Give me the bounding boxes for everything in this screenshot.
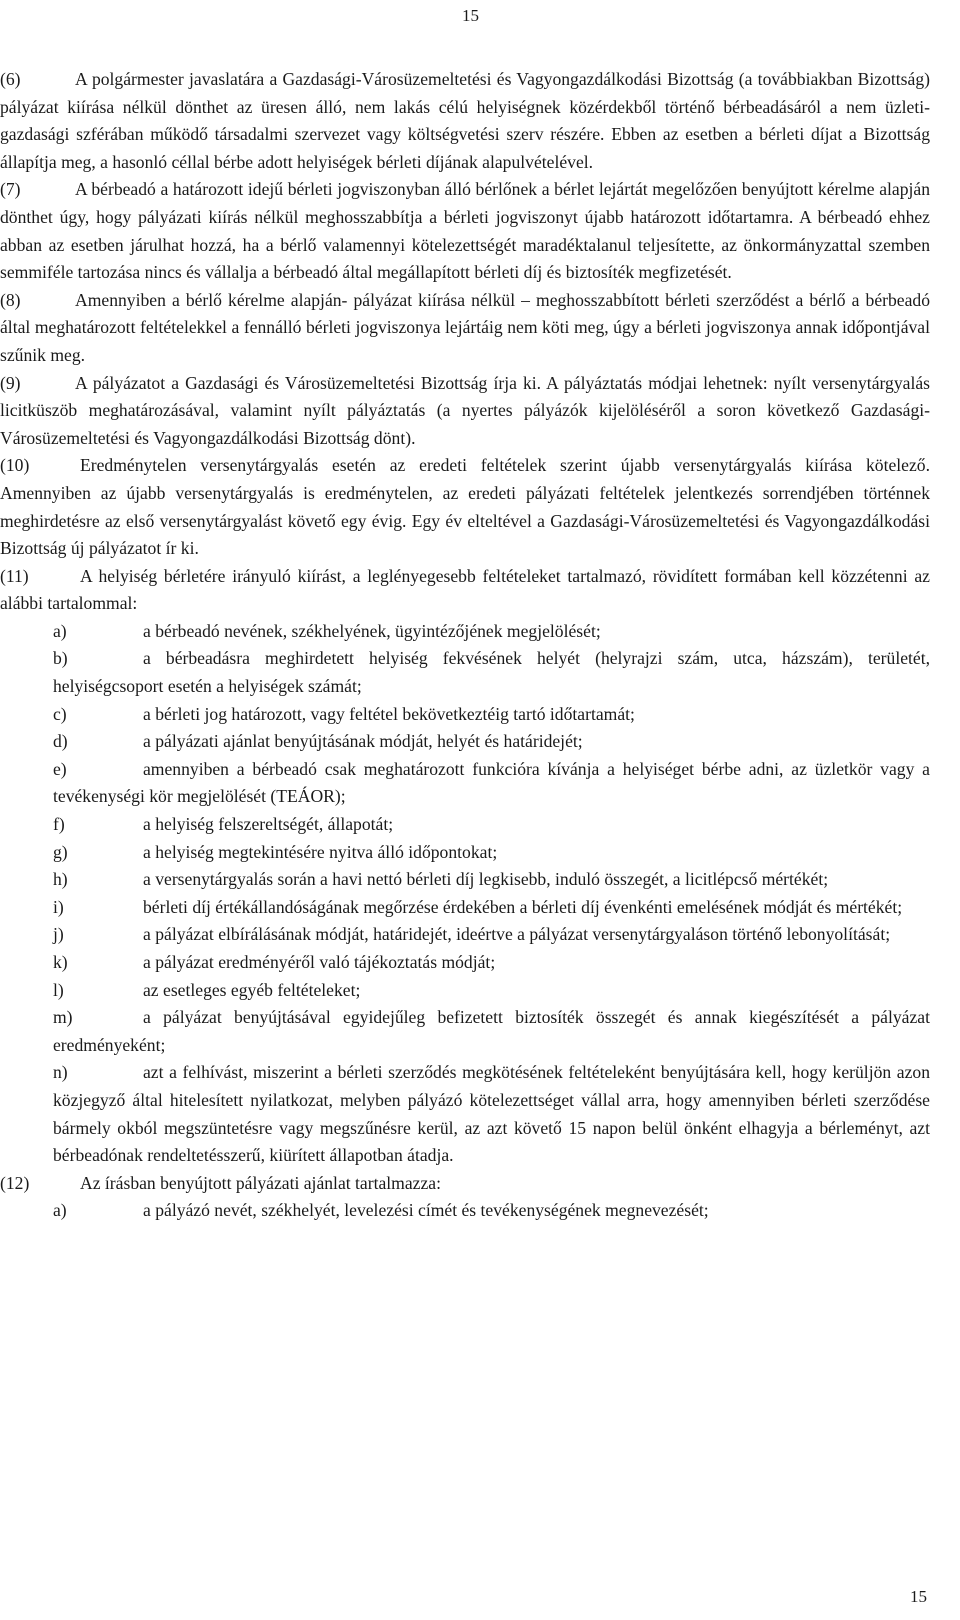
list-paragraph-12 — [0, 1197, 930, 1225]
list-item-label: g) — [53, 841, 68, 862]
paragraph-number: (6) — [0, 69, 21, 89]
list-item-label: a) — [53, 620, 67, 641]
list-item-text: a pályázat elbírálásának módját, határidejét, ideértve a pályázat versenytárgyaláson történő lebonyolítását; — [143, 924, 891, 945]
list-item — [0, 618, 930, 646]
list-item-text: az esetleges egyéb feltételeket; — [143, 979, 361, 1000]
paragraph-12 — [0, 1170, 930, 1198]
list-item-label: d) — [53, 731, 68, 752]
list-item-text: a versenytárgyalás során a havi nettó bérleti díj legkisebb, induló összegét, a licitlépcső mértékét; — [143, 869, 829, 890]
list-item-label: n) — [53, 1062, 68, 1083]
list-item-text: azt a felhívást, miszerint a bérleti szerződés megkötésének feltételeként benyújtására kell, hogy kerüljön azon közjegyző által hitelesített nyilatkozat, melyben pályázó kötelezettséget vállal arra, hogy amennyiben bérleti szerződése bármely okból megszüntetésre vagy megszűnésre kerül, az azt követő 15 napon belül önként elhagyja a bérleményt, azt bérbeadónak rendeltetésszerű, kiürített állapotban átadja. — [53, 1062, 930, 1166]
paragraph-text: A pályázatot a Gazdasági és Városüzemeltetési Bizottság írja ki. A pályáztatás módjai lehetnek: nyílt versenytárgyalás licitküszöb meghatározásával, valamint nyílt pályáztatás (a nyertes pályázók kijelöléséről a soron következő Gazdasági-Városüzemeltetési és Vagyongazdálkodási Bizottság dönt). — [0, 372, 930, 448]
list-item-text: a pályázó nevét, székhelyét, levelezési címét és tevékenységének megnevezését; — [143, 1200, 709, 1221]
list-item-label: i) — [53, 896, 64, 917]
list-item-text: bérleti díj értékállandóságának megőrzése érdekében a bérleti díj évenkénti emelésének módját és mértékét; — [143, 896, 903, 917]
list-item — [0, 701, 930, 729]
list-item-text: a helyiség felszereltségét, állapotát; — [143, 814, 394, 835]
paragraph-11 — [0, 563, 930, 618]
list-item — [0, 728, 930, 756]
list-paragraph-11 — [0, 618, 930, 1170]
list-item-text: a pályázat eredményéről való tájékoztatás módját; — [143, 952, 496, 972]
paragraph-number: (12) — [0, 1172, 30, 1193]
paragraph-text: Eredménytelen versenytárgyalás esetén az eredeti feltételek szerint újabb versenytárgyalás kiírása kötelező. Amennyiben az újabb versenytárgyalás is eredménytelen, az eredeti pályázati feltételek jelentkezés sorrendjében történnek meghirdetésre az első versenytárgyalást követő egy évig. Egy év elteltével a Gazdasági-Városüzemeltetési és Vagyongazdálkodási Bizottság új pályázatot ír ki. — [0, 455, 930, 559]
paragraph-number: (10) — [0, 455, 30, 476]
list-item-text: a pályázat benyújtásával egyidejűleg befizetett biztosíték összegét és annak kiegészítését a pályázat eredményeként; — [53, 1007, 930, 1055]
list-item-label: e) — [53, 758, 67, 779]
paragraph-10 — [0, 452, 930, 562]
list-item-text: a bérleti jog határozott, vagy feltétel bekövetkeztéig tartó időtartamát; — [143, 703, 635, 724]
list-item — [0, 1004, 930, 1059]
list-item — [0, 839, 930, 867]
paragraph-9 — [0, 370, 930, 453]
list-item-label: b) — [53, 648, 68, 669]
paragraph-7 — [0, 176, 930, 286]
page-number-bottom: 15 — [910, 1587, 927, 1606]
list-item — [0, 1059, 930, 1169]
paragraph-6 — [0, 66, 930, 176]
list-item-text: a helyiség megtekintésére nyitva álló időpontokat; — [143, 841, 498, 862]
list-item-label: l) — [53, 979, 64, 1000]
list-item — [0, 1197, 930, 1225]
list-item-text: a bérbeadó nevének, székhelyének, ügyintézőjének megjelölését; — [143, 620, 601, 641]
list-item — [0, 949, 930, 977]
document-body — [0, 66, 930, 1225]
paragraph-text: A helyiség bérletére irányuló kiírást, a leglényegesebb feltételeket tartalmazó, rövidített formában kell közzétenni az alábbi tartalommal: — [0, 565, 930, 614]
list-item-label: m) — [53, 1007, 73, 1028]
list-item — [0, 977, 930, 1005]
paragraph-number: (8) — [0, 289, 21, 310]
paragraph-number: (9) — [0, 372, 21, 393]
paragraph-number: (7) — [0, 179, 21, 200]
list-item-text: amennyiben a bérbeadó csak meghatározott funkcióra kívánja a helyiséget bérbe adni, az üzletkör vagy a tevékenységi kör megjelölését (TEÁOR); — [53, 758, 930, 807]
list-item-text: a bérbeadásra meghirdetett helyiség fekvésének helyét (helyrajzi szám, utca, házszám), területét, helyiségcsoport esetén a helyiségek számát; — [53, 648, 930, 697]
list-item-label: c) — [53, 703, 67, 724]
paragraph-text: A bérbeadó a határozott idejű bérleti jogviszonyban álló bérlőnek a bérlet lejártát megelőzően benyújtott kérelme alapján dönthet úgy, hogy pályázati kiírás nélkül meghosszabbítja a bérleti jogviszonyt újabb határozott időtartamra. A bérbeadó ehhez abban az esetben járulhat hozzá, ha a bérlő valamennyi kötelezettségét maradéktalanul teljesítette, az önkormányzattal szemben semmiféle tartozása nincs és vállalja a bérbeadó által megállapított bérleti díj és biztosíték megfizetését. — [0, 179, 930, 283]
paragraph-text: Az írásban benyújtott pályázati ajánlat tartalmazza: — [80, 1172, 441, 1193]
paragraph-text: Amennyiben a bérlő kérelme alapján- pályázat kiírása nélkül – meghosszabbított bérleti szerződést a bérlő a bérbeadó által meghatározott feltételekkel a fennálló bérleti jogviszonya lejártáig nem köti meg, úgy a bérleti jogviszonya annak időpontjával szűnik meg. — [0, 289, 930, 365]
list-item — [0, 645, 930, 700]
paragraph-8 — [0, 287, 930, 370]
list-item — [0, 894, 930, 922]
paragraph-number: (11) — [0, 565, 29, 586]
list-item-label: h) — [53, 869, 68, 890]
list-item — [0, 866, 930, 894]
list-item-label: a) — [53, 1200, 67, 1221]
list-item-label: j) — [53, 924, 64, 945]
list-item-label: f) — [53, 814, 65, 835]
list-item — [0, 811, 930, 839]
paragraph-text: A polgármester javaslatára a Gazdasági-Városüzemeltetési és Vagyongazdálkodási Bizottság (a továbbiakban Bizottság) pályázat kiírása nélkül dönthet az üresen álló, nem lakás célú helyiségnek közérdekből történő bérbeadásáról a nem üzleti-gazdasági szférában működő társadalmi szervezet vagy költségvetési szerv részére. Ebben az esetben a bérleti díjat a Bizottság állapítja meg, a hasonló céllal bérbe adott helyiségek bérleti díjának alapulvételével. — [0, 69, 930, 172]
page-number-top: 15 — [462, 6, 479, 25]
list-item-text: a pályázati ajánlat benyújtásának módját, helyét és határidejét; — [143, 731, 583, 752]
list-item-label: k) — [53, 952, 68, 972]
list-item — [0, 756, 930, 811]
list-item — [0, 921, 930, 949]
